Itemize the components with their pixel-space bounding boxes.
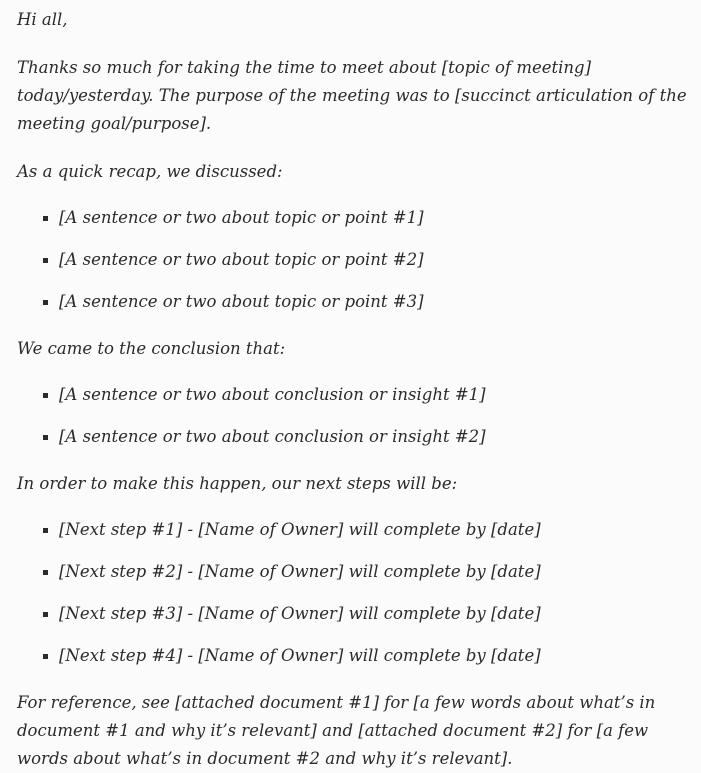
intro-paragraph: Thanks so much for taking the time to meet about [topic of meeting] today/yesterday. The purpose of the meeting was to [succinct articulation of the meeting goal/purpose]. (17, 58, 687, 133)
list-item-text: [Next step #3] - [Name of Owner] will complete by [date] (59, 604, 541, 623)
bullet-icon (43, 258, 48, 263)
list-item-text: [Next step #2] - [Name of Owner] will complete by [date] (59, 562, 541, 581)
conclusion-list (17, 381, 689, 451)
list-item-text: [Next step #4] - [Name of Owner] will complete by [date] (59, 646, 541, 665)
bullet-icon (43, 570, 48, 575)
discussed-list (17, 204, 689, 316)
list-item-text: [A sentence or two about topic or point #1] (59, 208, 424, 227)
list-item (17, 288, 689, 316)
bullet-icon (43, 393, 48, 398)
bullet-icon (43, 654, 48, 659)
list-item (17, 516, 689, 544)
list-item (17, 600, 689, 628)
list-item (17, 558, 689, 586)
next-steps-list (17, 516, 689, 670)
list-item (17, 423, 689, 451)
list-item (17, 642, 689, 670)
list-item-text: [A sentence or two about conclusion or insight #1] (59, 385, 486, 404)
discussed-lead: As a quick recap, we discussed: (17, 162, 283, 181)
list-item-text: [A sentence or two about conclusion or insight #2] (59, 427, 486, 446)
bullet-icon (43, 300, 48, 305)
list-item-text: [Next step #1] - [Name of Owner] will complete by [date] (59, 520, 541, 539)
list-item-text: [A sentence or two about topic or point #2] (59, 250, 424, 269)
list-item (17, 246, 689, 274)
bullet-icon (43, 528, 48, 533)
bullet-icon (43, 435, 48, 440)
list-item (17, 204, 689, 232)
next-steps-lead: In order to make this happen, our next steps will be: (17, 474, 458, 493)
list-item (17, 381, 689, 409)
bullet-icon (43, 612, 48, 617)
greeting: Hi all, (17, 10, 68, 29)
bullet-icon (43, 216, 48, 221)
list-item-text: [A sentence or two about topic or point #3] (59, 292, 424, 311)
reference-paragraph: For reference, see [attached document #1] for [a few words about what’s in document #1 and why it’s relevant] and [attached document #2] for [a few words about what’s in document #2 and why it’s relevant]. (17, 693, 656, 768)
conclusion-lead: We came to the conclusion that: (17, 339, 286, 358)
email-template-body (17, 6, 689, 773)
